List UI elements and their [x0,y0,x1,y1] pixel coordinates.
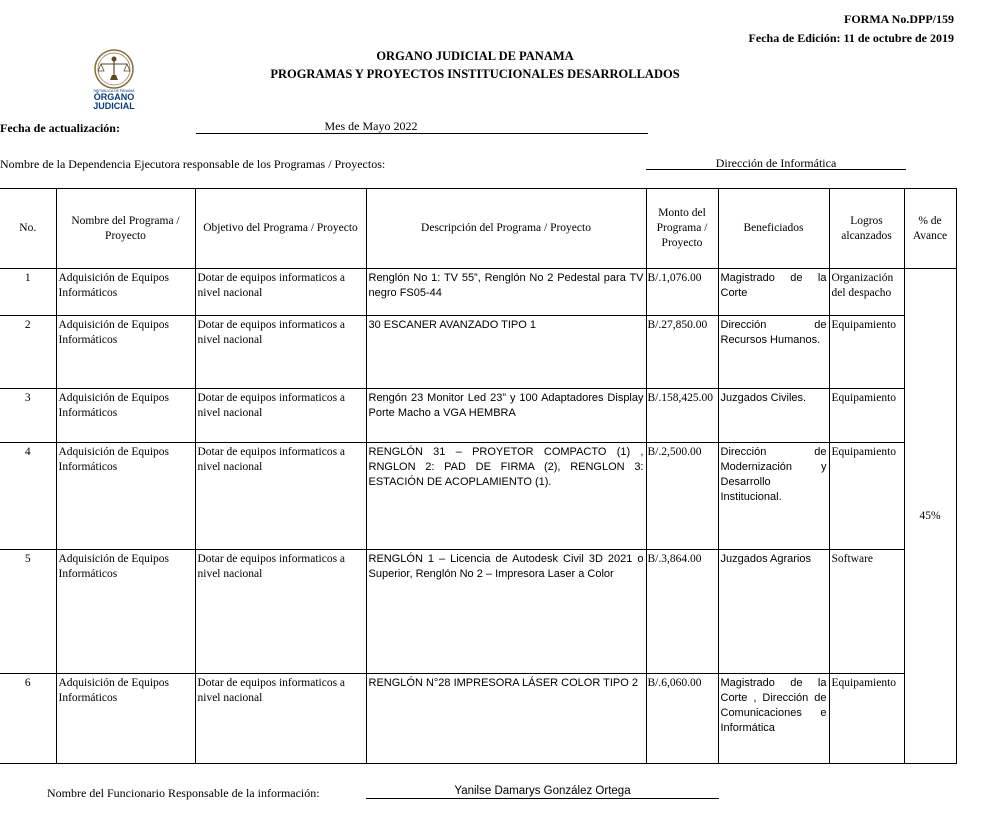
table-row [0,389,956,443]
cell-beneficiados: Juzgados Civiles. [718,389,829,443]
responsible-label: Nombre del Funcionario Responsable de la información: [47,786,320,800]
cell-nombre: Adquisición de Equipos Informáticos [56,443,195,550]
update-date-label: Fecha de actualización: [0,121,120,135]
cell-monto: B/.1,076.00 [646,269,718,316]
document-subtitle: PROGRAMAS Y PROYECTOS INSTITUCIONALES DESARROLLADOS [270,67,680,81]
form-code: FORMA No.DPP/159 [844,12,954,26]
cell-monto: B/.2,500.00 [646,443,718,550]
cell-objetivo: Dotar de equipos informaticos a nivel nacional [195,389,366,443]
table-header-row [0,189,956,269]
edition-date: Fecha de Edición: 11 de octubre de 2019 [748,31,954,45]
cell-beneficiados: Magistrado de la Corte [718,269,829,316]
header-no: No. [0,189,56,269]
cell-logros: Equipamiento [829,316,904,389]
table-row [0,550,956,674]
responsible-value: Yanilse Damarys González Ortega [454,785,631,797]
cell-monto: B/.27,850.00 [646,316,718,389]
cell-descripcion: RENGLÓN 1 – Licencia de Autodesk Civil 3D 2021 o Superior, Renglón No 2 – Impresora Laser a Color [366,550,646,674]
cell-objetivo: Dotar de equipos informaticos a nivel nacional [195,269,366,316]
cell-no: 6 [0,674,56,764]
cell-nombre: Adquisición de Equipos Informáticos [56,389,195,443]
cell-monto: B/.3,864.00 [646,550,718,674]
table-row [0,316,956,389]
cell-no: 1 [0,269,56,316]
table-row [0,674,956,764]
cell-no: 4 [0,443,56,550]
cell-nombre: Adquisición de Equipos Informáticos [56,550,195,674]
cell-avance: 45% [904,269,956,764]
svg-text:JUDICIAL: JUDICIAL [93,101,135,111]
table-row [0,269,956,316]
cell-no: 3 [0,389,56,443]
cell-objetivo: Dotar de equipos informaticos a nivel nacional [195,443,366,550]
dependency-label: Nombre de la Dependencia Ejecutora responsable de los Programas / Proyectos: [0,157,386,171]
cell-descripcion: 30 ESCANER AVANZADO TIPO 1 [366,316,646,389]
cell-logros: Equipamiento [829,389,904,443]
programs-table [0,188,957,764]
responsible-underline [366,798,719,799]
table-row [0,443,956,550]
cell-logros: Equipamiento [829,674,904,764]
header-nombre: Nombre del Programa / Proyecto [56,189,195,269]
svg-text:ÓRGANO: ÓRGANO [93,92,135,102]
cell-no: 2 [0,316,56,389]
header-avance: % de Avance [904,189,956,269]
cell-descripcion: Rengón 23 Monitor Led 23” y 100 Adaptadores Display Porte Macho a VGA HEMBRA [366,389,646,443]
header-beneficiados: Beneficiados [718,189,829,269]
cell-logros: Equipamiento [829,443,904,550]
document-title: ORGANO JUDICIAL DE PANAMA [376,49,574,63]
cell-beneficiados: Dirección de Recursos Humanos. [718,316,829,389]
cell-monto: B/.158,425.00 [646,389,718,443]
cell-descripcion: RENGLÓN N°28 IMPRESORA LÁSER COLOR TIPO 2 [366,674,646,764]
header-logros: Logros alcanzados [829,189,904,269]
cell-logros: Software [829,550,904,674]
cell-objetivo: Dotar de equipos informaticos a nivel nacional [195,674,366,764]
cell-nombre: Adquisición de Equipos Informáticos [56,269,195,316]
header-monto: Monto del Programa / Proyecto [646,189,718,269]
update-date-value: Mes de Mayo 2022 [324,119,418,133]
cell-nombre: Adquisición de Equipos Informáticos [56,674,195,764]
cell-beneficiados: Dirección de Modernización y Desarrollo Institucional. [718,443,829,550]
cell-descripcion: Renglón No 1: TV 55”, Renglón No 2 Pedestal para TV negro FS05-44 [366,269,646,316]
cell-logros: Organización del despacho [829,269,904,316]
cell-no: 5 [0,550,56,674]
dependency-value: Dirección de Informática [715,156,837,170]
cell-descripcion: RENGLÓN 31 – PROYETOR COMPACTO (1) , RNGLON 2: PAD DE FIRMA (2), RENGLON 3: ESTACIÓN DE ACOPLAMIENTO (1). [366,443,646,550]
header-objetivo: Objetivo del Programa / Proyecto [195,189,366,269]
cell-monto: B/.6,060.00 [646,674,718,764]
cell-beneficiados: Juzgados Agrarios [718,550,829,674]
header-descripcion: Descripción del Programa / Proyecto [366,189,646,269]
cell-objetivo: Dotar de equipos informaticos a nivel nacional [195,316,366,389]
cell-objetivo: Dotar de equipos informaticos a nivel nacional [195,550,366,674]
cell-nombre: Adquisición de Equipos Informáticos [56,316,195,389]
cell-beneficiados: Magistrado de la Corte , Dirección de Comunicaciones e Informática [718,674,829,764]
svg-text:REPÚBLICA DE PANAMÁ: REPÚBLICA DE PANAMÁ [93,89,135,93]
